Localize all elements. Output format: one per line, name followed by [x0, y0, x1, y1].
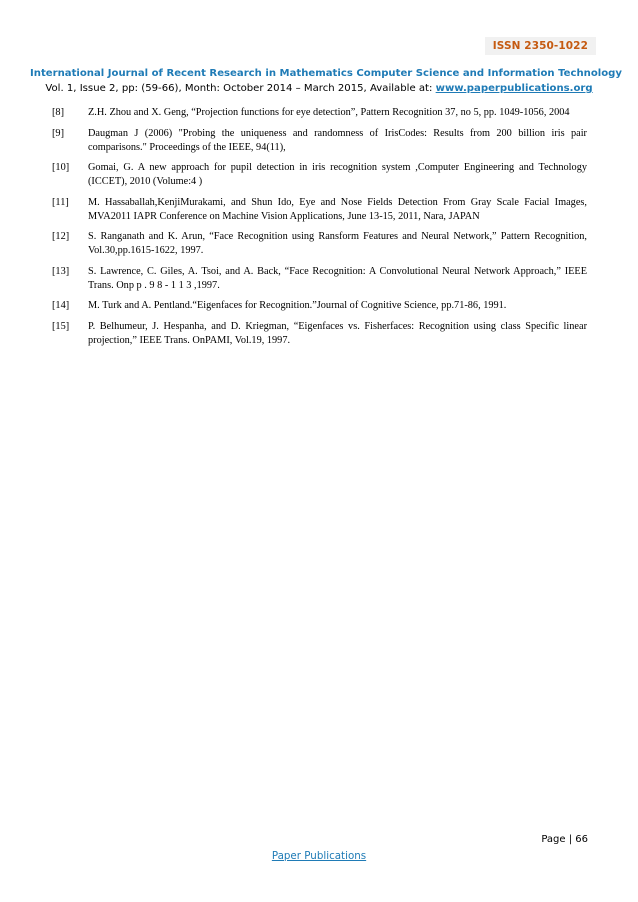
reference-text: Z.H. Zhou and X. Geng, “Projection functions for eye detection”, Pattern Recognition 37, no 5, pp. 1049-1056, 2004: [88, 107, 570, 118]
reference-number: [15]: [52, 320, 70, 332]
reference-number: [8]: [52, 107, 65, 118]
reference-number: [9]: [52, 127, 65, 139]
reference-text: M. Turk and A. Pentland.“Eigenfaces for Recognition.”Journal of Cognitive Science, pp.71-86, 1991.: [88, 300, 507, 311]
reference-list: [52, 106, 587, 354]
reference-item: [52, 161, 587, 189]
reference-item: [52, 320, 587, 348]
journal-volume-info: [30, 81, 608, 96]
page-number: Page | 66: [541, 834, 588, 845]
reference-number: [10]: [52, 162, 70, 173]
reference-number: [14]: [52, 300, 70, 311]
issn-badge: ISSN 2350-1022: [485, 37, 596, 55]
journal-header: [30, 67, 622, 96]
reference-item: [52, 265, 587, 293]
reference-item: [52, 106, 587, 120]
publisher-link[interactable]: Paper Publications: [271, 850, 367, 862]
reference-text: M. Hassaballah,KenjiMurakami, and Shun Ido, Eye and Nose Fields Detection From Gray Scale Facial Images, MVA2011 IAPR Conference on Machine Vision Applications, June 13-15, 2011, Nara, JAPAN: [88, 196, 587, 222]
volume-info-text: Vol. 1, Issue 2, pp: (59-66), Month: October 2014 – March 2015, Available at:: [45, 83, 436, 94]
reference-text: P. Belhumeur, J. Hespanha, and D. Kriegman, “Eigenfaces vs. Fisherfaces: Recognition using class Specific linear projection,” IEEE Trans. OnPAMI, Vol.19, 1997.: [88, 320, 587, 346]
reference-number: [12]: [52, 231, 70, 242]
reference-item: [52, 230, 587, 258]
website-link[interactable]: www.paperpublications.org: [435, 83, 593, 94]
reference-text: S. Ranganath and K. Arun, “Face Recognition using Ransform Features and Neural Network,” Pattern Recognition, Vol.30,pp.1615-1622, 1997.: [88, 231, 587, 256]
reference-item: [52, 299, 587, 313]
reference-text: Gomai, G. A new approach for pupil detection in iris recognition system ,Computer Engineering and Technology (ICCET), 2010 (Volume:4 ): [88, 162, 587, 187]
reference-number: [13]: [52, 265, 70, 277]
reference-number: [11]: [52, 196, 69, 208]
reference-text: S. Lawrence, C. Giles, A. Tsoi, and A. Back, “Face Recognition: A Convolutional Neural Network Approach,” IEEE Trans. Onp p . 9 8 - 1 1 3 ,1997.: [88, 265, 587, 291]
journal-title: International Journal of Recent Research in Mathematics Computer Science and Information Technology: [30, 68, 622, 79]
reference-item: [52, 196, 587, 224]
reference-text: Daugman J (2006) "Probing the uniqueness and randomness of IrisCodes: Results from 200 billion iris pair comparisons." Proceedings of the IEEE, 94(11),: [88, 127, 587, 153]
reference-item: [52, 127, 587, 155]
